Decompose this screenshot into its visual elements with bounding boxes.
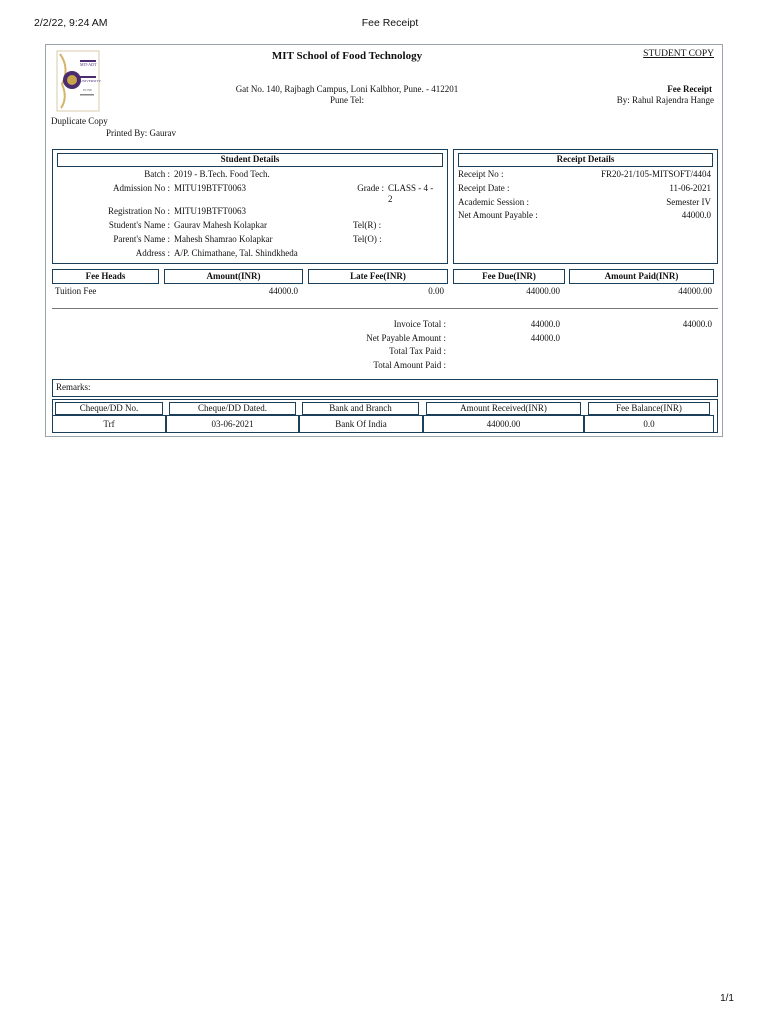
tel-o-label: Tel(O) : — [353, 234, 382, 244]
totals-divider — [52, 308, 718, 309]
bank-branch-value: Bank Of India — [299, 415, 423, 433]
net-payable-amount-label: Net Payable Amount : — [366, 333, 446, 343]
logo-text-3: PUNE — [83, 88, 93, 92]
duplicate-copy: Duplicate Copy — [51, 116, 108, 126]
student-name-value: Gaurav Mahesh Kolapkar — [174, 220, 267, 230]
student-details-heading: Student Details — [57, 153, 443, 167]
receipt-date-value: 11-06-2021 — [669, 183, 711, 193]
admission-label: Admission No : — [112, 183, 170, 193]
receipt-no-label: Receipt No : — [458, 169, 504, 179]
fee-balance-value: 0.0 — [584, 415, 714, 433]
school-name: MIT School of Food Technology — [271, 50, 423, 62]
parent-name-value: Mahesh Shamrao Kolapkar — [174, 234, 273, 244]
cheque-date-value: 03-06-2021 — [166, 415, 299, 433]
amount-header: Amount(INR) — [164, 269, 303, 284]
receipt-date-label: Receipt Date : — [458, 183, 510, 193]
amount-received-header: Amount Received(INR) — [426, 402, 581, 415]
fee-receipt — [45, 44, 723, 437]
address-value: A/P. Chimathane, Tal. Shindkheda — [174, 248, 298, 258]
batch-label: Batch : — [144, 169, 170, 179]
receipt-details-heading: Receipt Details — [458, 153, 713, 167]
student-copy-label: STUDENT COPY — [643, 49, 714, 59]
logo-text-1: MIT-ADT — [80, 62, 97, 67]
cheque-no-header: Cheque/DD No. — [55, 402, 163, 415]
amount-received-value: 44000.00 — [423, 415, 584, 433]
grade-value-1: CLASS - 4 - — [388, 183, 434, 193]
invoice-total-label: Invoice Total : — [393, 319, 446, 329]
page-number: 1/1 — [720, 993, 734, 1004]
batch-value: 2019 - B.Tech. Food Tech. — [174, 169, 270, 179]
school-address: Gat No. 140, Rajbagh Campus, Loni Kalbhor, Pune. - 412201 — [235, 84, 459, 94]
bank-branch-header: Bank and Branch — [302, 402, 419, 415]
net-payable-amount-value: 44000.0 — [530, 333, 560, 343]
fee-amount: 44000.0 — [268, 286, 298, 296]
receipt-title: Fee Receipt — [667, 84, 712, 94]
remarks-label: Remarks: — [56, 382, 91, 392]
grade-value-2: 2 — [388, 194, 393, 204]
fee-late: 0.00 — [428, 286, 444, 296]
remarks-box — [52, 379, 718, 397]
invoice-paid-value: 44000.0 — [682, 319, 712, 329]
logo-text-2: UNIVERSITY — [80, 79, 101, 83]
admission-value: MITU19BTFT0063 — [174, 183, 246, 193]
print-datetime: 2/2/22, 9:24 AM — [34, 17, 108, 29]
academic-session-value: Semester IV — [666, 197, 711, 207]
net-payable-label: Net Amount Payable : — [458, 210, 538, 220]
invoice-total-value: 44000.0 — [530, 319, 560, 329]
printed-by: Printed By: Gaurav — [106, 128, 176, 138]
academic-session-label: Academic Session : — [458, 197, 529, 207]
address-label: Address : — [135, 248, 170, 258]
fee-balance-header: Fee Balance(INR) — [588, 402, 710, 415]
fee-paid: 44000.00 — [678, 286, 712, 296]
cheque-date-header: Cheque/DD Dated. — [169, 402, 296, 415]
fee-due-header: Fee Due(INR) — [453, 269, 565, 284]
tel-r-label: Tel(R) : — [353, 220, 382, 230]
net-payable-value: 44000.0 — [681, 210, 711, 220]
amount-paid-header: Amount Paid(INR) — [569, 269, 714, 284]
registration-label: Registration No : — [108, 206, 170, 216]
fee-head-tuition: Tuition Fee — [55, 286, 97, 296]
total-paid-label: Total Amount Paid : — [373, 360, 446, 370]
print-title: Fee Receipt — [361, 17, 419, 29]
received-by: By: Rahul Rajendra Hange — [616, 95, 714, 105]
fee-heads-header: Fee Heads — [52, 269, 159, 284]
registration-value: MITU19BTFT0063 — [174, 206, 246, 216]
late-fee-header: Late Fee(INR) — [308, 269, 448, 284]
student-name-label: Student's Name : — [108, 220, 170, 230]
grade-label: Grade : — [357, 183, 384, 193]
parent-name-label: Parent's Name : — [113, 234, 170, 244]
receipt-no-value: FR20-21/105-MITSOFT/4404 — [600, 169, 711, 179]
fee-due: 44000.00 — [526, 286, 560, 296]
school-tel: Pune Tel: — [330, 95, 364, 105]
cheque-no-value: Trf — [52, 415, 166, 433]
total-tax-label: Total Tax Paid : — [389, 346, 446, 356]
